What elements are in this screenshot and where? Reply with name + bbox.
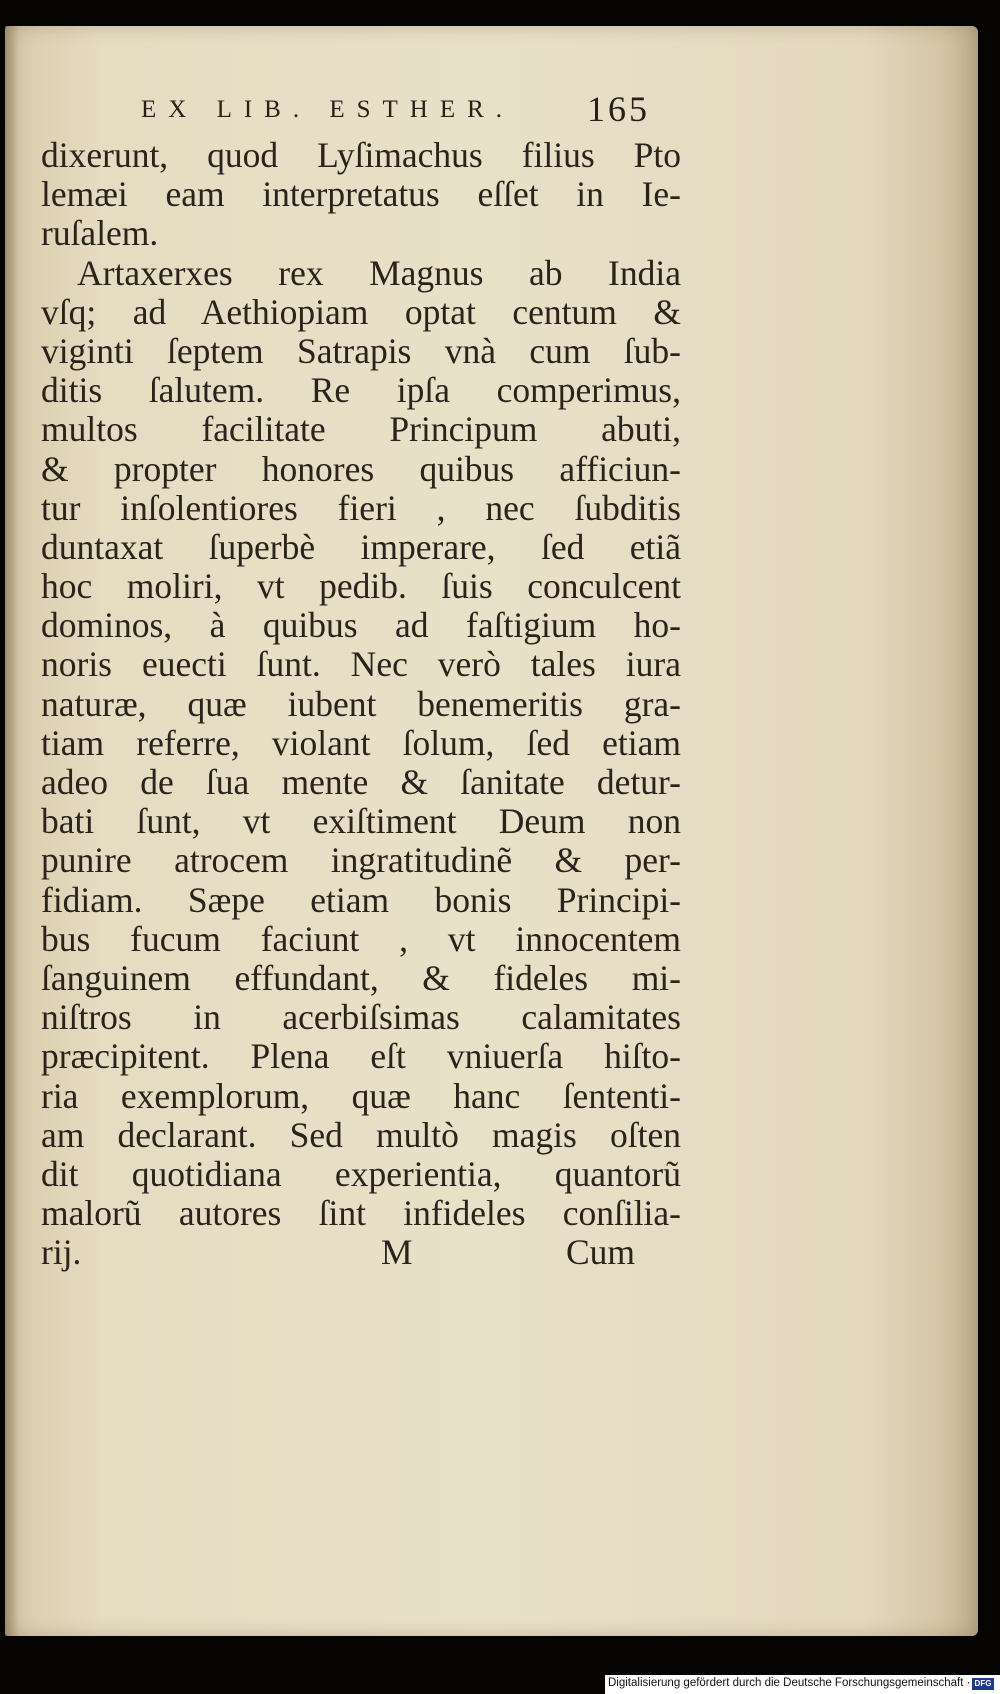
text-line: bati ſunt, vt exiſtiment Deum non — [41, 801, 681, 842]
text-line: præcipitent. Plena eſt vniuerſa hiſto- — [41, 1036, 681, 1077]
text-line: naturæ, quæ iubent benemeritis gra- — [41, 683, 681, 724]
funding-credit: Digitalisierung gefördert durch die Deutsche Forschungsgemeinschaft · — [608, 1677, 971, 1689]
text-line: lemæi eam interpretatus eſſet in Ie- — [41, 174, 681, 215]
text-line: viginti ſeptem Satrapis vnà cum ſub- — [41, 330, 681, 371]
running-head — [125, 88, 685, 128]
text-line: dixerunt, quod Lyſimachus filius Pto — [41, 135, 681, 175]
book-page — [5, 26, 978, 1636]
text-line: niſtros in acerbiſsimas calamitates — [41, 997, 681, 1038]
text-line: Artaxerxes rex Magnus ab India — [77, 252, 681, 293]
text-line: malorũ autores ſint infideles conſilia- — [41, 1193, 681, 1234]
text-line: dit quotidiana experientia, quantorũ — [41, 1153, 681, 1194]
last-line — [41, 1233, 681, 1272]
page-number: 165 — [587, 89, 650, 129]
running-head-title: EX LIB. ESTHER. — [141, 96, 515, 123]
text-line: fidiam. Sæpe etiam bonis Principi- — [41, 879, 681, 920]
text-line: adeo de ſua mente & ſanitate detur- — [41, 762, 681, 802]
text-line: tiam referre, violant ſolum, ſed etiam — [41, 722, 681, 763]
text-line: bus fucum faciunt , vt innocentem — [41, 918, 681, 959]
text-line: hoc moliri, vt pedib. ſuis conculcent — [41, 566, 681, 607]
text-line: & propter honores quibus afficiun- — [41, 448, 681, 489]
catchword: Cum — [566, 1232, 636, 1273]
dfg-logo: DFG — [972, 1678, 994, 1690]
text-line: am declarant. Sed multò magis oſten — [41, 1114, 681, 1155]
text-line: punire atrocem ingratitudinẽ & per- — [41, 840, 681, 881]
digitization-footer — [605, 1675, 1000, 1694]
last-line-text: rij. — [41, 1232, 82, 1273]
text-line: dominos, à quibus ad faſtigium ho- — [41, 605, 681, 646]
signature-mark: M — [381, 1232, 413, 1273]
text-line: ruſalem. — [41, 213, 159, 254]
text-line: duntaxat ſuperbè imperare, ſed etiã — [41, 526, 681, 567]
text-line: noris euecti ſunt. Nec verò tales iura — [41, 644, 681, 685]
text-line: ſanguinem effundant, & fideles mi- — [41, 957, 681, 998]
text-line: multos facilitate Principum abuti, — [41, 409, 681, 450]
text-line: ria exemplorum, quæ hanc ſententi- — [41, 1075, 681, 1116]
body-text — [41, 136, 681, 1272]
text-line: vſq; ad Aethiopiam optat centum & — [41, 291, 681, 332]
text-line: ditis ſalutem. Re ipſa comperimus, — [41, 370, 681, 411]
text-line: tur inſolentiores fieri , nec ſubditis — [41, 487, 681, 528]
